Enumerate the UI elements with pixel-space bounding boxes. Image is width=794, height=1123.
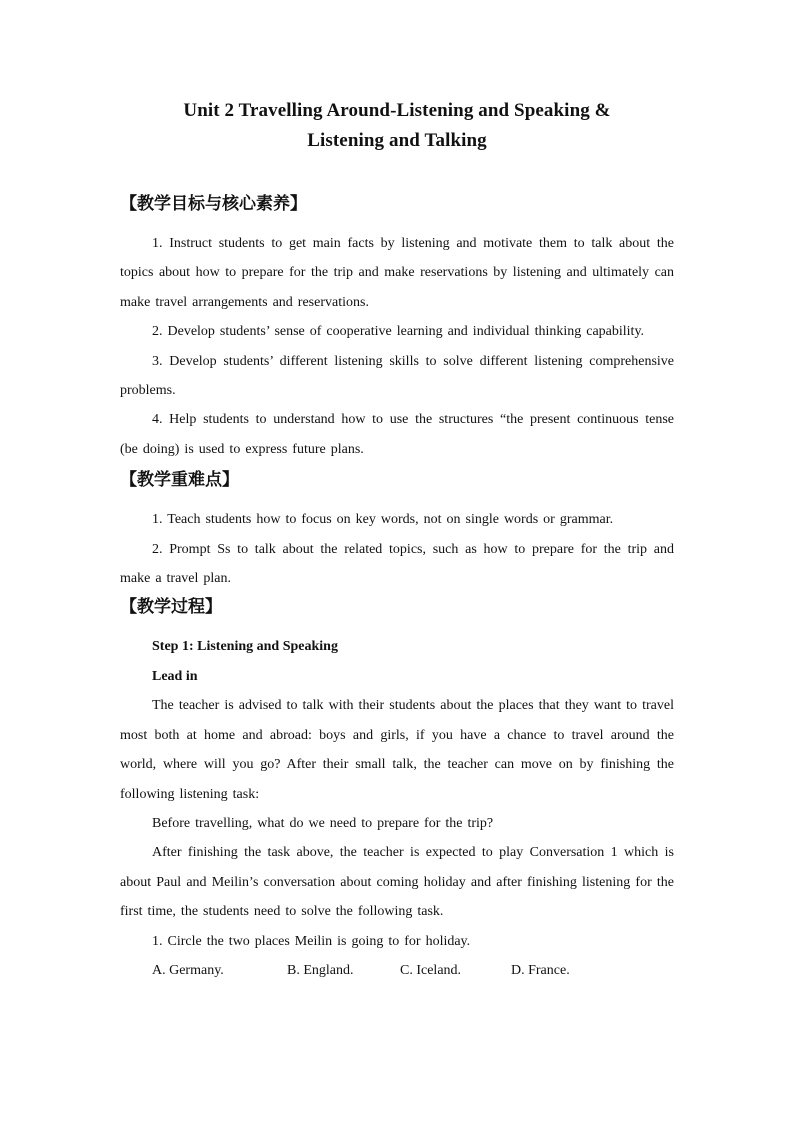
process-paragraph-1: The teacher is advised to talk with their students about the places that they want to travel most both at home and abroad: boys and girls, if you have a chance to travel around the world, where will you go? After their small talk, the teacher can move on by finishing the following listening task:: [120, 698, 674, 802]
section-heading-objectives: 【教学目标与核心素养】: [120, 194, 307, 213]
answer-options: [120, 956, 674, 985]
document-title-line-1: Unit 2 Travelling Around-Listening and Speaking &: [183, 100, 611, 121]
option-c: C. Iceland.: [400, 962, 462, 978]
objective-item-1: 1. Instruct students to get main facts by listening and motivate them to talk about the topics about how to prepare for the trip and make reservations by listening and ultimately can make travel arrangements and reservations.: [120, 236, 674, 310]
process-question-1: 1. Circle the two places Meilin is going to for holiday.: [152, 933, 471, 949]
section-heading-process: 【教学过程】: [120, 597, 222, 617]
process-paragraph-3: After finishing the task above, the teacher is expected to play Conversation 1 which is about Paul and Meilin’s conversation about coming holiday and after finishing listening for the first time, the students need to solve the following task.: [120, 845, 674, 920]
document-title-line-2: Listening and Talking: [307, 130, 487, 151]
objective-item-3: 3. Develop students’ different listening skills to solve different listening comprehensive problems.: [120, 353, 674, 399]
objective-item-2: 2. Develop students’ sense of cooperative learning and individual thinking capability.: [152, 324, 645, 340]
option-b: B. England.: [287, 962, 354, 978]
option-a: A. Germany.: [152, 962, 224, 978]
option-d: D. France.: [511, 962, 570, 978]
step-1-title: Step 1: Listening and Speaking: [152, 639, 338, 655]
document-page: [120, 96, 674, 985]
lead-in-title: Lead in: [152, 668, 198, 684]
key-point-item-2: 2. Prompt Ss to talk about the related topics, such as how to prepare for the trip and make a travel plan.: [120, 541, 674, 587]
section-heading-key-points: 【教学重难点】: [120, 470, 239, 490]
objective-item-4: 4. Help students to understand how to use the structures “the present continuous tense (be doing) is used to express future plans.: [120, 412, 674, 457]
process-paragraph-2: Before travelling, what do we need to prepare for the trip?: [152, 815, 494, 831]
key-point-item-1: 1. Teach students how to focus on key words, not on single words or grammar.: [152, 512, 614, 528]
